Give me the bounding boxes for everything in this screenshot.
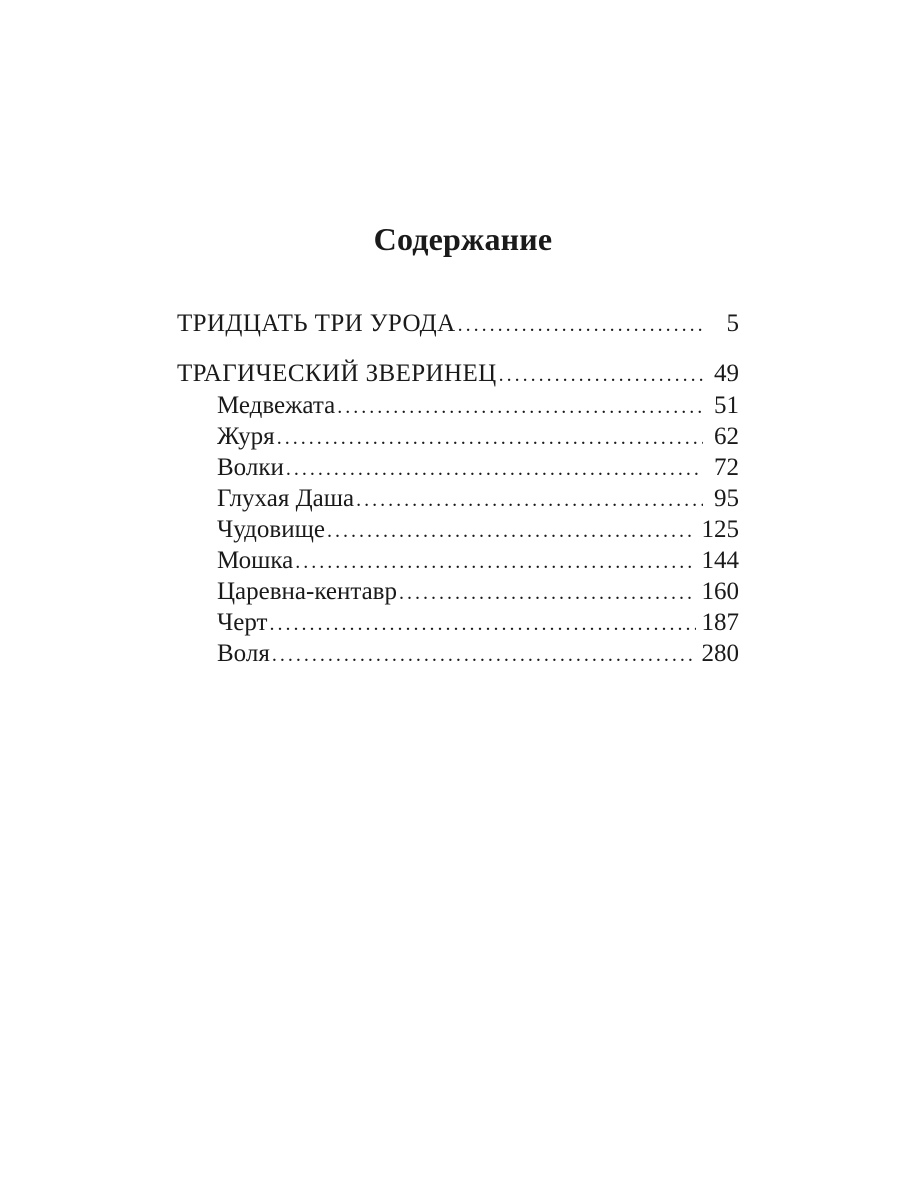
- toc-chapter-title: Черт: [217, 609, 268, 636]
- dot-leader: [269, 609, 695, 640]
- toc-chapter-entry[interactable]: [177, 638, 739, 669]
- toc-chapter-title: Чудовище: [217, 516, 325, 543]
- toc-part: [177, 308, 739, 340]
- toc-page-number: 51: [714, 392, 739, 419]
- toc-part: [177, 358, 739, 669]
- toc-chapter-title: Волки: [217, 454, 284, 481]
- dot-leader: [286, 454, 703, 485]
- toc-page-number: 62: [714, 423, 739, 450]
- toc-page-number: 49: [714, 360, 739, 387]
- dot-leader: [295, 547, 695, 578]
- toc-page-number: 95: [714, 485, 739, 512]
- dot-leader: [337, 392, 703, 423]
- toc-chapter-title: Воля: [217, 640, 270, 667]
- toc-page-number: 72: [714, 454, 739, 481]
- toc-page-number: 187: [701, 609, 739, 636]
- dot-leader: [272, 640, 696, 671]
- toc-chapter-entry[interactable]: [177, 421, 739, 452]
- toc-chapter-entry[interactable]: [177, 452, 739, 483]
- toc-chapter-entry[interactable]: [177, 545, 739, 576]
- toc-chapter-title: Царевна-кентавр: [217, 578, 397, 605]
- toc-page-number: 5: [726, 310, 739, 337]
- dot-leader: [499, 359, 703, 391]
- dot-leader: [327, 516, 696, 547]
- dot-leader: [399, 578, 696, 609]
- page-title: Содержание: [373, 221, 553, 257]
- toc-chapter-title: Медвежата: [217, 392, 336, 419]
- toc-part-title: ТРИДЦАТЬ ТРИ УРОДА: [177, 310, 456, 337]
- toc-part-entry[interactable]: [177, 308, 739, 340]
- toc-chapter-entry[interactable]: [177, 607, 739, 638]
- toc-chapter-entry[interactable]: [177, 390, 739, 421]
- dot-leader: [277, 423, 703, 454]
- table-of-contents: [177, 308, 739, 687]
- toc-chapter-entry[interactable]: [177, 514, 739, 545]
- toc-chapter-title: Мошка: [217, 547, 294, 574]
- toc-page-number: 280: [701, 640, 739, 667]
- toc-part-title: ТРАГИЧЕСКИЙ ЗВЕРИНЕЦ: [177, 360, 497, 387]
- toc-page-number: 144: [701, 547, 739, 574]
- toc-part-entry[interactable]: [177, 358, 739, 390]
- dot-leader: [356, 485, 703, 516]
- toc-page-number: 160: [701, 578, 739, 605]
- toc-page-number: 125: [701, 516, 739, 543]
- toc-chapter-title: Глухая Даша: [217, 485, 355, 512]
- toc-chapter-title: Журя: [217, 423, 275, 450]
- toc-chapter-entry[interactable]: [177, 483, 739, 514]
- toc-chapter-entry[interactable]: [177, 576, 739, 607]
- dot-leader: [458, 309, 703, 341]
